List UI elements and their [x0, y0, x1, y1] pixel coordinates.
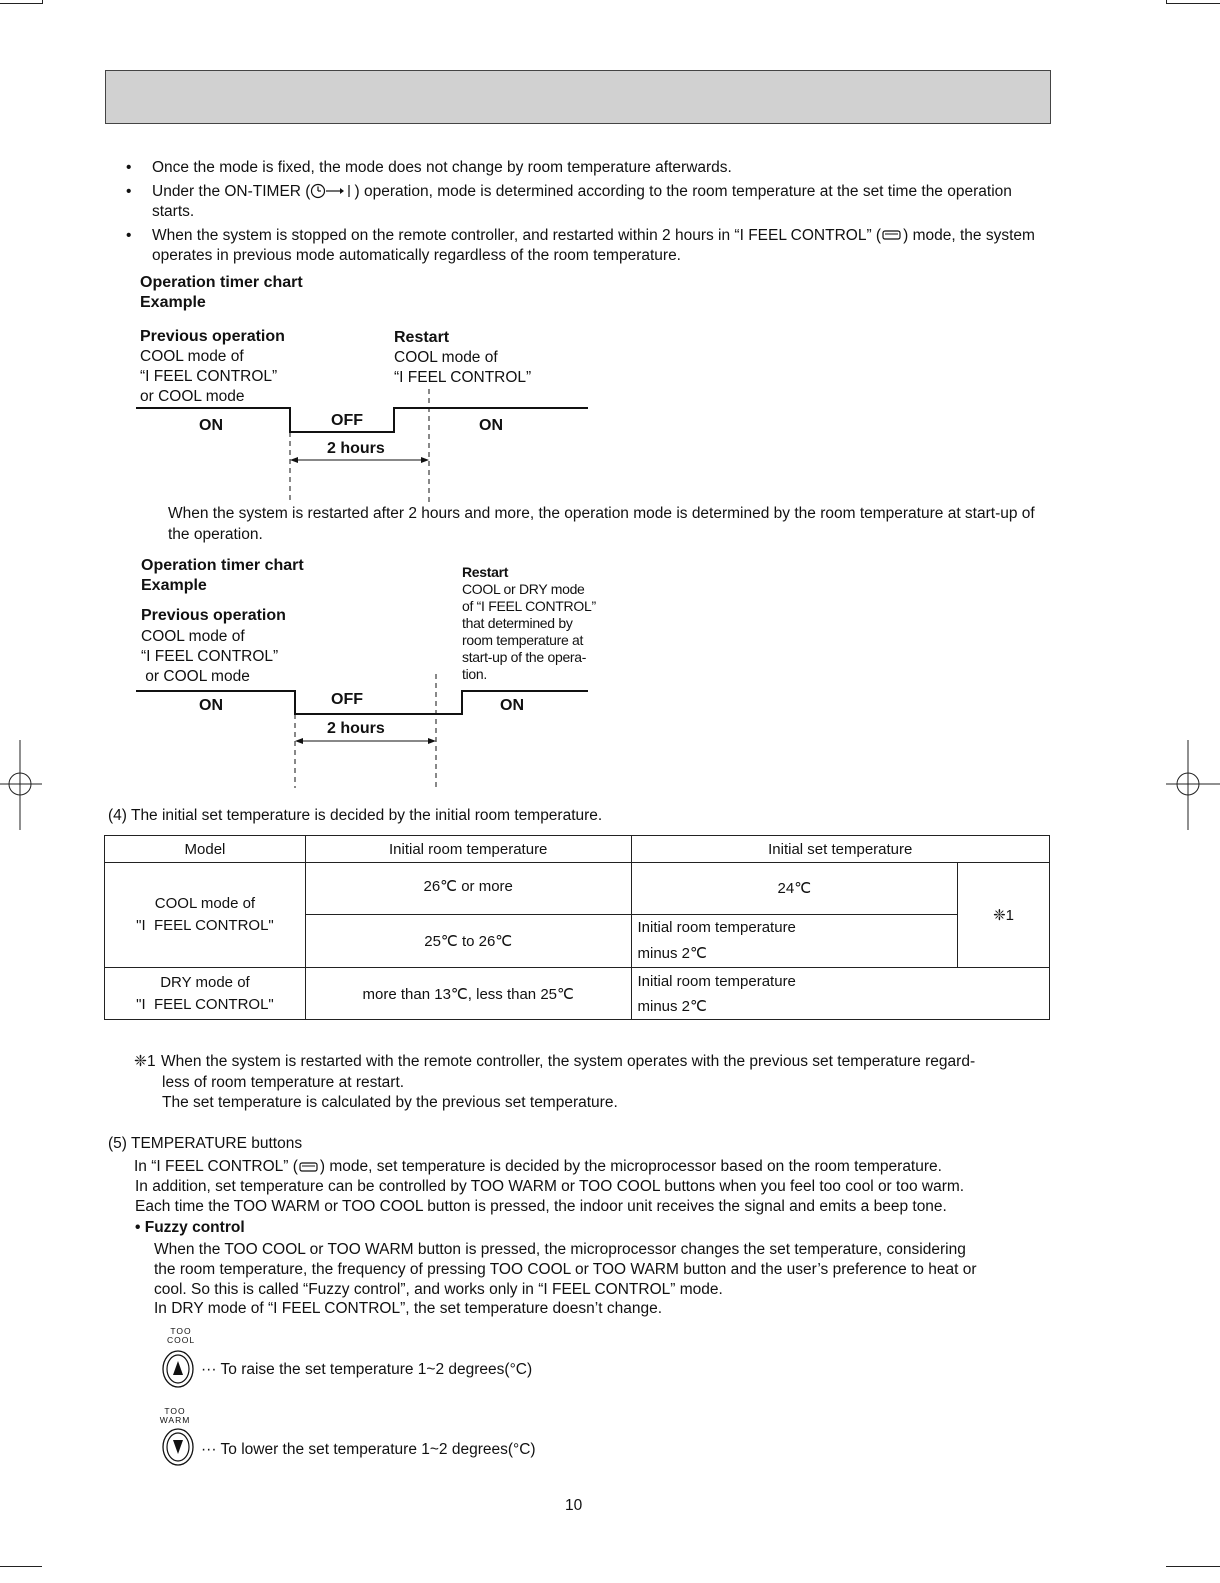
too-warm-caption: TOO WARM: [159, 1406, 191, 1425]
list-item: • Under the ON-TIMER ( ) operation, mode is determined according to the room temperature at the set time the operation starts.: [126, 182, 1012, 220]
chart2-off: OFF: [331, 691, 363, 708]
table-cell-model: COOL mode of "I FEEL CONTROL": [105, 863, 306, 968]
fuzzy-line: the room temperature, the frequency of pressing TOO COOL or TOO WARM button and the user’s preference to heat or: [154, 1261, 977, 1278]
footnote-line: When the system is restarted with the remote controller, the system operates with the previous set temperature regard-: [161, 1053, 976, 1070]
table-row: [105, 968, 1050, 1020]
chart2-on-right: ON: [500, 697, 524, 714]
chart2-prev-line: “I FEEL CONTROL”: [141, 648, 279, 665]
chart1-on-left: ON: [199, 417, 223, 434]
i-feel-icon: [298, 1160, 320, 1174]
table-cell-set: Initial room temperature minus 2℃: [631, 915, 958, 968]
chart1-title: Operation timer chart: [140, 274, 303, 291]
table-cell-set: Initial room temperature minus 2℃: [631, 968, 1050, 1020]
chart1-prev-line: “I FEEL CONTROL”: [140, 368, 278, 385]
footnote-mark: ❈1: [134, 1053, 156, 1070]
section4-heading: (4) The initial set temperature is decided by the initial room temperature.: [108, 807, 603, 824]
registration-mark-right: [1166, 740, 1220, 830]
chart1-restart-heading: Restart: [394, 329, 450, 346]
chart2-prev-line: COOL mode of: [141, 628, 245, 645]
too-cool-caption: TOO COOL: [166, 1326, 196, 1345]
chart2-prev-line: or COOL mode: [141, 668, 250, 685]
page-number: 10: [565, 1497, 583, 1514]
section5-line: In addition, set temperature can be controlled by TOO WARM or TOO COOL buttons when you feel too cool or too warm.: [135, 1178, 965, 1195]
chart2-restart-line: that determined by: [462, 615, 573, 631]
table-cell-room: more than 13℃, less than 25℃: [305, 968, 631, 1020]
crop-mark: [42, 0, 43, 4]
chart1-off: OFF: [331, 412, 363, 429]
crop-mark: [1166, 3, 1220, 4]
table-header: Initial set temperature: [631, 836, 1050, 863]
section-header-bar: [105, 70, 1051, 124]
restart-note: When the system is restarted after 2 hours and more, the operation mode is determined by the room temperature at start-up of the operation.: [168, 505, 1035, 543]
table-cell-note-mark: ❈1: [958, 863, 1050, 968]
too-warm-description: ··· To lower the set temperature 1~2 degrees(°C): [201, 1441, 536, 1458]
chart1-prev-heading: Previous operation: [140, 328, 285, 345]
chart2-restart-line: tion.: [462, 666, 487, 682]
table-header-row: [105, 836, 1050, 863]
section5-heading: (5) TEMPERATURE buttons: [108, 1135, 303, 1152]
chart1-subtitle: Example: [140, 294, 206, 311]
initial-temperature-table: [104, 835, 1050, 1020]
table-cell-room: 26℃ or more: [305, 863, 631, 915]
footnote-line: less of room temperature at restart.: [162, 1074, 405, 1091]
table-header: Initial room temperature: [305, 836, 631, 863]
i-feel-icon: [881, 228, 903, 242]
chart2-prev-heading: Previous operation: [141, 607, 286, 624]
section5-line: Each time the TOO WARM or TOO COOL button is pressed, the indoor unit receives the signal and emits a beep tone.: [135, 1198, 947, 1215]
chart1-prev-line: or COOL mode: [140, 388, 245, 405]
fuzzy-line: When the TOO COOL or TOO WARM button is pressed, the microprocessor changes the set temperature, considering: [154, 1241, 966, 1258]
footnote-line: The set temperature is calculated by the previous set temperature.: [162, 1094, 618, 1111]
list-item: • When the system is stopped on the remote controller, and restarted within 2 hours in “I FEEL CONTROL” ( ) mode, the system operates in previous mode automatically regardless of the room temperature.: [126, 226, 1035, 264]
chart2-restart-line: COOL or DRY mode: [462, 581, 585, 597]
table-header: Model: [105, 836, 306, 863]
table-row: [105, 863, 1050, 915]
chart2-title: Operation timer chart: [141, 557, 304, 574]
section5-line: In “I FEEL CONTROL” ( ) mode, set temperature is decided by the microprocessor based on the room temperature.: [134, 1158, 942, 1175]
chart2-restart-heading: Restart: [462, 564, 509, 580]
too-warm-button-icon: [161, 1427, 195, 1467]
crop-mark: [0, 1566, 42, 1567]
chart1-restart-line: COOL mode of: [394, 349, 498, 366]
too-cool-button-icon: [161, 1349, 195, 1389]
fuzzy-heading: • Fuzzy control: [135, 1219, 245, 1236]
too-cool-description: ··· To raise the set temperature 1~2 degrees(°C): [201, 1361, 533, 1378]
chart2-restart-line: room temperature at: [462, 632, 584, 648]
chart1-prev-line: COOL mode of: [140, 348, 244, 365]
chart2-restart-line: of “I FEEL CONTROL”: [462, 598, 596, 614]
on-timer-icon: [310, 183, 354, 199]
table-cell-set: 24℃: [631, 863, 958, 915]
crop-mark: [0, 3, 42, 4]
fuzzy-line: cool. So this is called “Fuzzy control”, and works only in “I FEEL CONTROL” mode.: [154, 1281, 723, 1298]
chart2-restart-line: start-up of the opera-: [462, 649, 587, 665]
list-item: • Once the mode is fixed, the mode does not change by room temperature afterwards.: [126, 159, 732, 176]
chart1-restart-line: “I FEEL CONTROL”: [394, 369, 532, 386]
registration-mark-left: [0, 740, 44, 830]
table-cell-model: DRY mode of "I FEEL CONTROL": [105, 968, 306, 1020]
chart2-duration: 2 hours: [327, 720, 385, 737]
chart2-subtitle: Example: [141, 577, 207, 594]
table-cell-room: 25℃ to 26℃: [305, 915, 631, 968]
chart1-duration: 2 hours: [327, 440, 385, 457]
fuzzy-line: In DRY mode of “I FEEL CONTROL”, the set temperature doesn’t change.: [154, 1300, 663, 1317]
chart1-on-right: ON: [479, 417, 503, 434]
crop-mark: [1166, 1566, 1220, 1567]
chart2-on-left: ON: [199, 697, 223, 714]
bullet-list: [124, 158, 1044, 270]
